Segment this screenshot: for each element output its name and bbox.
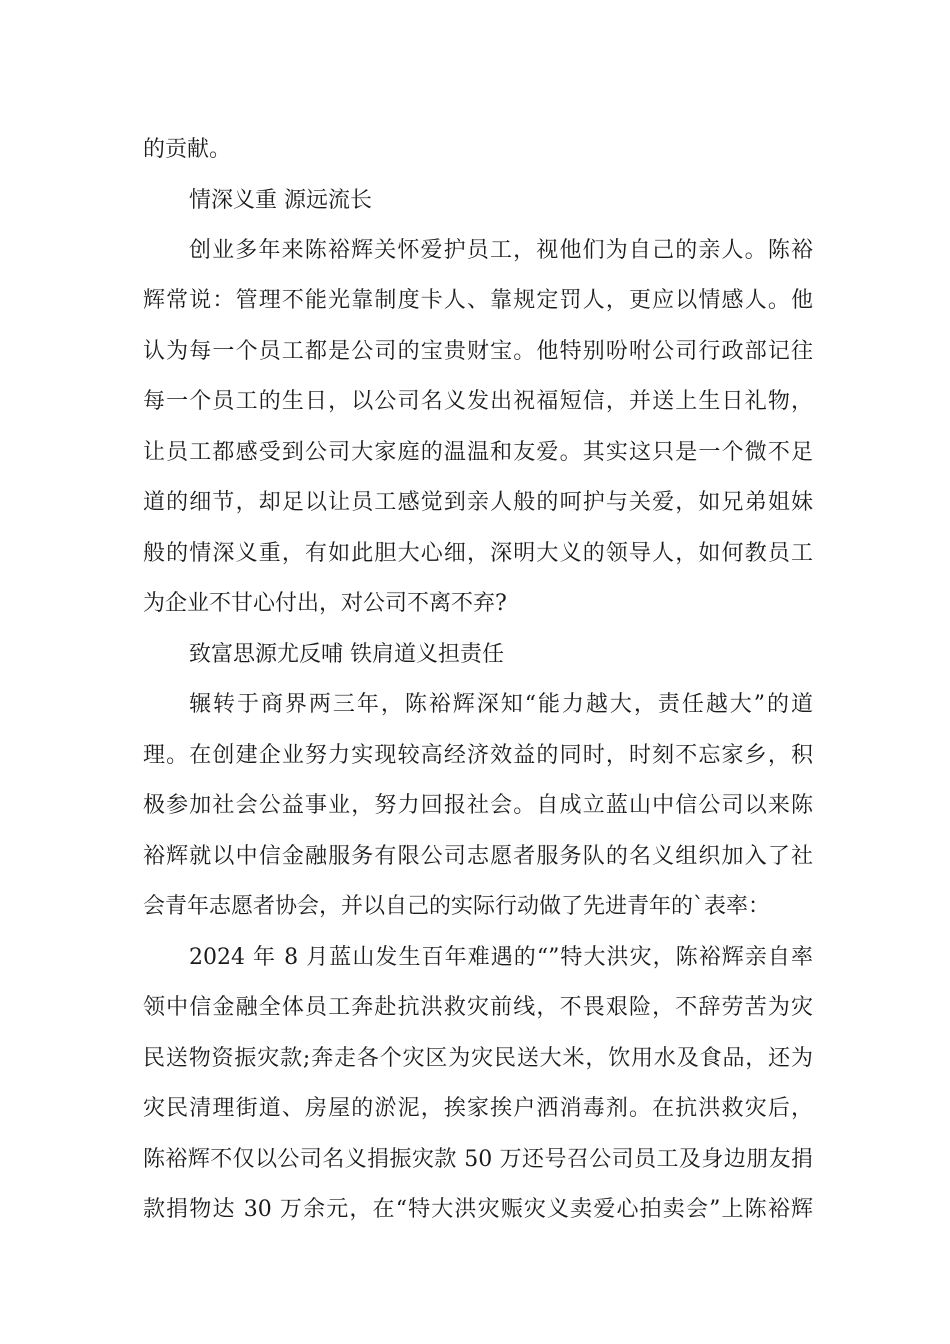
body-text-line: 理。在创建企业努力实现较高经济效益的同时，时刻不忘家乡，积 [143,743,813,768]
body-text-line: 民送物资振灾款;奔走各个灾区为灾民送大米，饮用水及食品，还为 [143,1046,813,1071]
section-heading: 致富思源尤反哺 铁肩道义担责任 [189,642,504,667]
body-text-line: 认为每一个员工都是公司的宝贵财宝。他特别吩咐公司行政部记往 [143,339,813,364]
body-text-line: 裕辉就以中信金融服务有限公司志愿者服务队的名义组织加入了社 [143,844,813,869]
body-text-line: 会青年志愿者协会，并以自己的实际行动做了先进青年的`表率： [143,894,771,919]
body-text-line: 陈裕辉不仅以公司名义捐振灾款 50 万还号召公司员工及身边朋友捐 [143,1147,813,1172]
body-text-line: 灾民清理街道、房屋的淤泥，挨家挨户洒消毒剂。在抗洪救灾后， [143,1096,813,1121]
body-text-line: 般的情深义重，有如此胆大心细，深明大义的领导人，如何教员工 [143,541,813,566]
body-text-line: 道的细节，却足以让员工感觉到亲人般的呵护与关爱，如兄弟姐妹 [143,490,813,515]
body-text-line: 辗转于商界两三年，陈裕辉深知“能力越大，责任越大”的道 [189,692,813,717]
section-heading: 情深义重 源远流长 [189,188,372,213]
body-text-line: 让员工都感受到公司大家庭的温温和友爱。其实这只是一个微不足 [143,440,813,465]
body-text-line: 领中信金融全体员工奔赴抗洪救灾前线，不畏艰险，不辞劳苦为灾 [143,995,813,1020]
body-text-line: 辉常说：管理不能光靠制度卡人、靠规定罚人，更应以情感人。他 [143,288,813,313]
body-text-line: 极参加社会公益事业，努力回报社会。自成立蓝山中信公司以来陈 [143,793,813,818]
body-text-line: 创业多年来陈裕辉关怀爱护员工，视他们为自己的亲人。陈裕 [189,238,813,263]
body-text-line: 的贡献。 [143,137,232,162]
body-text-line: 款捐物达 30 万余元，在“特大洪灾赈灾义卖爱心拍卖会”上陈裕辉 [143,1197,813,1222]
body-text-line: 每一个员工的生日，以公司名义发出祝福短信，并送上生日礼物， [143,389,813,414]
body-text-line: 为企业不甘心付出，对公司不离不弃? [143,591,507,616]
body-text-line: 2024 年 8 月蓝山发生百年难遇的“”特大洪灾，陈裕辉亲自率 [189,945,813,970]
